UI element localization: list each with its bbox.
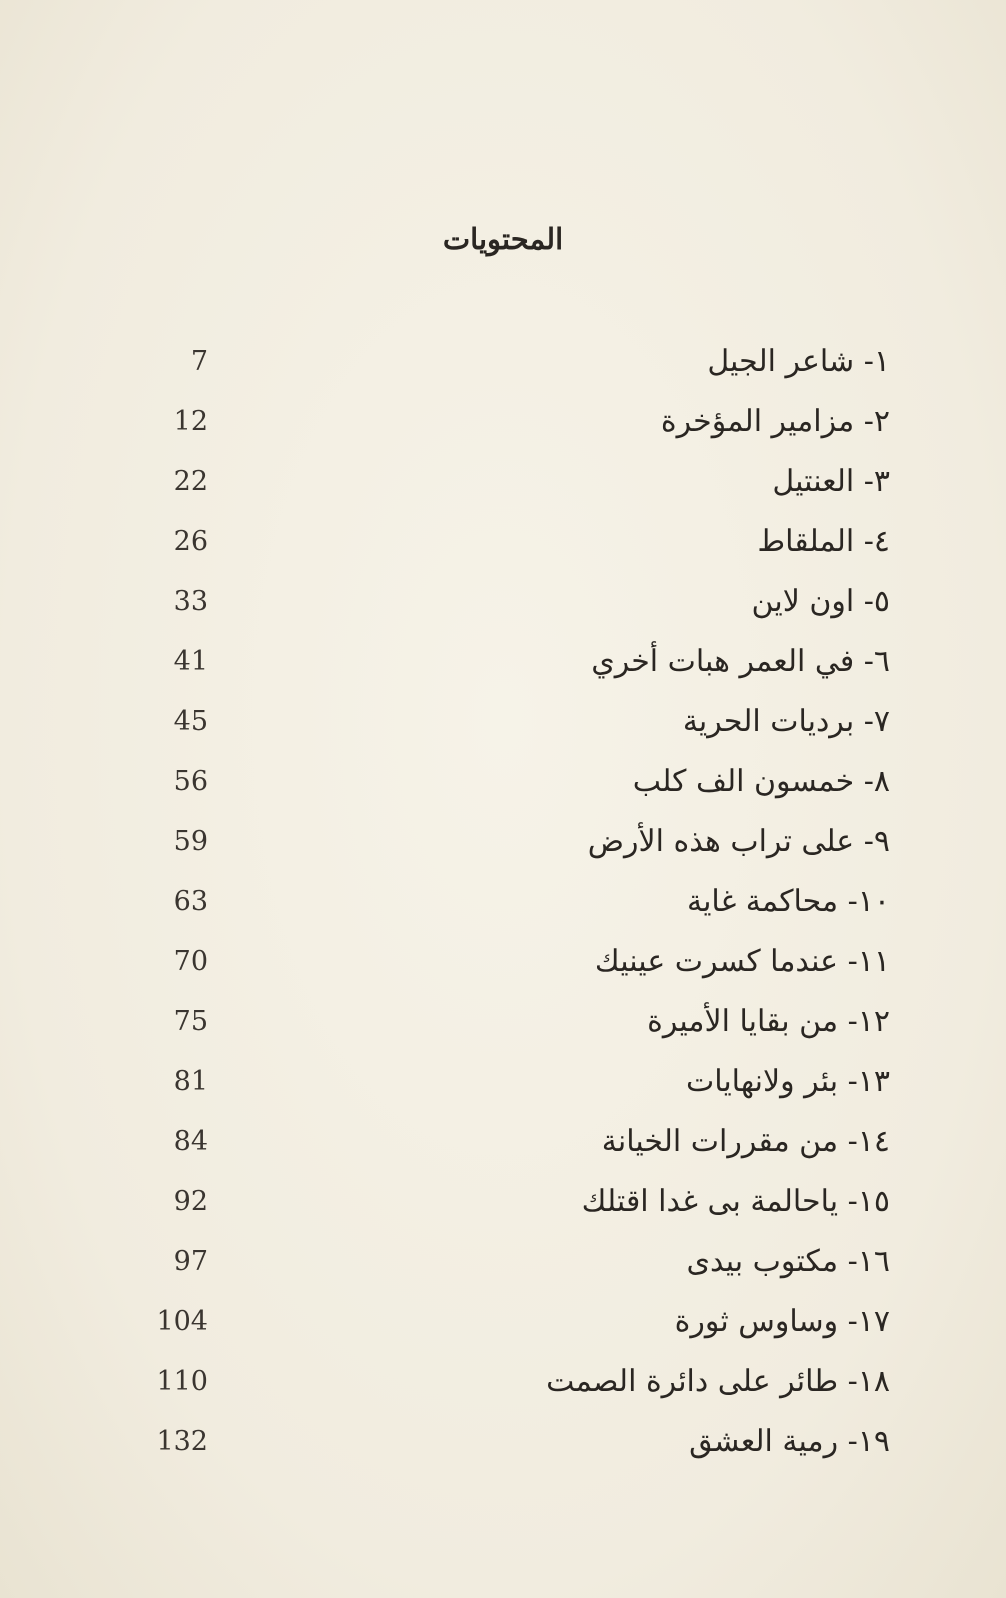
toc-row (150, 872, 890, 932)
toc-entry-page: 45 (173, 706, 208, 737)
toc-entry-title: ٨- خمسون الف كلب (632, 764, 890, 799)
toc-row (150, 1112, 890, 1172)
page-title: المحتويات (442, 222, 564, 256)
toc-row (150, 332, 890, 392)
toc-row (150, 1052, 890, 1112)
toc-row (150, 392, 890, 452)
toc-entry-page: 70 (173, 946, 208, 977)
toc-entry-title: ٩- على تراب هذه الأرض (587, 824, 890, 859)
toc-entry-title: ٤- الملقاط (757, 524, 890, 559)
toc-row (150, 632, 890, 692)
toc-row (150, 932, 890, 992)
toc-row (150, 1232, 890, 1292)
toc-row (150, 1292, 890, 1352)
toc-entry-title: ٢- مزامير المؤخرة (660, 404, 890, 439)
toc-row (150, 812, 890, 872)
toc-row (150, 1172, 890, 1232)
toc-entry-page: 81 (173, 1066, 208, 1097)
toc-row (150, 452, 890, 512)
toc-entry-title: ٥- اون لاين (751, 584, 890, 619)
toc-entry-page: 7 (190, 346, 208, 377)
toc-entry-page: 104 (156, 1306, 208, 1337)
toc-entry-title: ١٥- ياحالمة بى غدا اقتلك (581, 1184, 890, 1219)
toc-entry-title: ١١- عندما كسرت عينيك (594, 944, 890, 979)
toc-entry-page: 63 (173, 886, 208, 917)
toc-entry-title: ١٢- من بقايا الأميرة (647, 1004, 890, 1039)
toc-entry-title: ١٣- بئر ولانهايات (685, 1064, 890, 1099)
toc-row (150, 1412, 890, 1472)
toc-entry-page: 59 (173, 826, 208, 857)
toc-entry-title: ١- شاعر الجيل (707, 344, 890, 379)
toc-entry-title: ٦- في العمر هبات أخري (591, 644, 890, 679)
toc-entry-title: ١٦- مكتوب بيدى (686, 1244, 890, 1279)
toc-entry-title: ١٤- من مقررات الخيانة (601, 1124, 890, 1159)
toc-entry-title: ٣- العنتيل (772, 464, 890, 499)
toc-entry-page: 26 (173, 526, 208, 557)
toc-entry-page: 92 (173, 1186, 208, 1217)
toc-row (150, 1352, 890, 1412)
toc-row (150, 692, 890, 752)
toc-entry-title: ١٠- محاكمة غاية (687, 884, 890, 919)
toc-entry-page: 22 (173, 466, 208, 497)
toc-entry-title: ١٩- رمية العشق (689, 1424, 890, 1459)
toc-entry-page: 33 (173, 586, 208, 617)
toc-row (150, 992, 890, 1052)
toc-entry-title: ١٧- وساوس ثورة (674, 1304, 890, 1339)
toc-row (150, 572, 890, 632)
toc-entry-page: 75 (173, 1006, 208, 1037)
toc-entry-page: 110 (156, 1366, 208, 1397)
toc-entry-page: 56 (173, 766, 208, 797)
toc-entry-page: 12 (173, 406, 208, 437)
toc-entry-title: ٧- برديات الحرية (682, 704, 890, 739)
toc-entry-page: 84 (173, 1126, 208, 1157)
toc-entry-page: 41 (173, 646, 208, 677)
table-of-contents (150, 332, 890, 1472)
toc-row (150, 752, 890, 812)
toc-entry-page: 97 (173, 1246, 208, 1277)
toc-row (150, 512, 890, 572)
toc-entry-page: 132 (156, 1426, 208, 1457)
toc-entry-title: ١٨- طائر على دائرة الصمت (546, 1364, 890, 1399)
